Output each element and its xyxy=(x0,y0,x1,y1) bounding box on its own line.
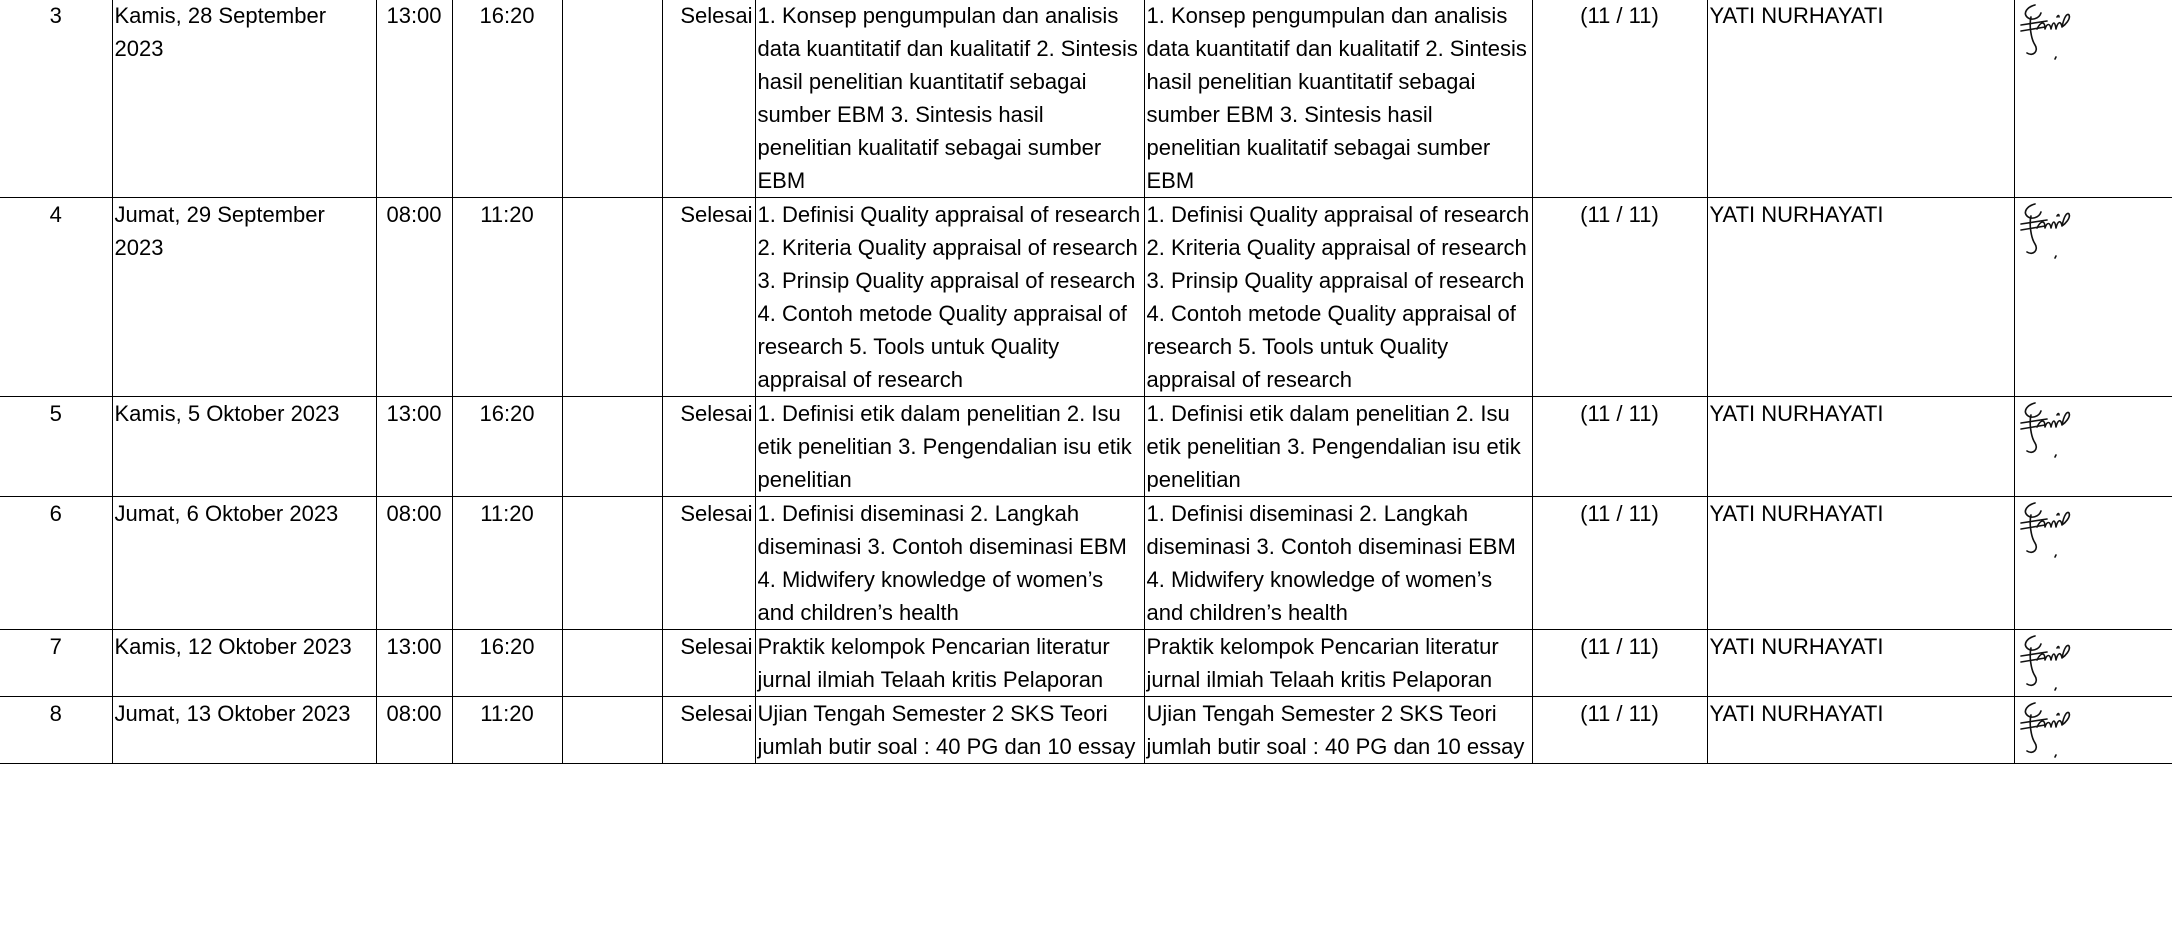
signature-cell xyxy=(2014,497,2172,630)
delivered-material: 1. Definisi diseminasi 2. Langkah diseminasi 3. Contoh diseminasi EBM 4. Midwifery knowledge of women’s and children’s health xyxy=(1144,497,1532,630)
row-number: 6 xyxy=(0,497,112,630)
planned-material: 1. Definisi Quality appraisal of research 2. Kriteria Quality appraisal of research 3. Prinsip Quality appraisal of research 4. Contoh metode Quality appraisal of research 5. Tools untuk Quality appraisal of research xyxy=(755,198,1144,397)
status-label: Selesai xyxy=(662,497,755,630)
meeting-date: Kamis, 5 Oktober 2023 xyxy=(112,397,376,497)
meeting-date: Kamis, 12 Oktober 2023 xyxy=(112,630,376,697)
delivered-material: Ujian Tengah Semester 2 SKS Teori jumlah butir soal : 40 PG dan 10 essay xyxy=(1144,697,1532,764)
delivered-material: 1. Definisi Quality appraisal of research 2. Kriteria Quality appraisal of research 3. Prinsip Quality appraisal of research 4. Contoh metode Quality appraisal of research 5. Tools untuk Quality appraisal of research xyxy=(1144,198,1532,397)
room-cell xyxy=(562,397,662,497)
end-time: 11:20 xyxy=(452,697,562,764)
row-number: 8 xyxy=(0,697,112,764)
table-row xyxy=(0,630,2172,697)
start-time: 13:00 xyxy=(376,397,452,497)
signature-cell xyxy=(2014,397,2172,497)
signature-icon xyxy=(2017,198,2073,260)
lecturer-name: YATI NURHAYATI xyxy=(1707,497,2014,630)
start-time: 08:00 xyxy=(376,198,452,397)
attendance-count: (11 / 11) xyxy=(1532,630,1707,697)
lecturer-name: YATI NURHAYATI xyxy=(1707,198,2014,397)
end-time: 16:20 xyxy=(452,397,562,497)
table-row xyxy=(0,497,2172,630)
status-label: Selesai xyxy=(662,0,755,198)
attendance-count: (11 / 11) xyxy=(1532,697,1707,764)
row-number: 4 xyxy=(0,198,112,397)
planned-material: 1. Definisi etik dalam penelitian 2. Isu etik penelitian 3. Pengendalian isu etik penelitian xyxy=(755,397,1144,497)
start-time: 08:00 xyxy=(376,697,452,764)
table-row xyxy=(0,198,2172,397)
planned-material: 1. Konsep pengumpulan dan analisis data kuantitatif dan kualitatif 2. Sintesis hasil penelitian kuantitatif sebagai sumber EBM 3. Sintesis hasil penelitian kualitatif sebagai sumber EBM xyxy=(755,0,1144,198)
room-cell xyxy=(562,630,662,697)
start-time: 08:00 xyxy=(376,497,452,630)
signature-icon xyxy=(2017,397,2073,459)
status-label: Selesai xyxy=(662,397,755,497)
room-cell xyxy=(562,0,662,198)
attendance-count: (11 / 11) xyxy=(1532,0,1707,198)
meeting-date: Kamis, 28 September 2023 xyxy=(112,0,376,198)
room-cell xyxy=(562,497,662,630)
signature-icon xyxy=(2017,0,2073,61)
attendance-count: (11 / 11) xyxy=(1532,497,1707,630)
lecturer-name: YATI NURHAYATI xyxy=(1707,0,2014,198)
delivered-material: 1. Konsep pengumpulan dan analisis data kuantitatif dan kualitatif 2. Sintesis hasil penelitian kuantitatif sebagai sumber EBM 3. Sintesis hasil penelitian kualitatif sebagai sumber EBM xyxy=(1144,0,1532,198)
delivered-material: Praktik kelompok Pencarian literatur jurnal ilmiah Telaah kritis Pelaporan xyxy=(1144,630,1532,697)
signature-cell xyxy=(2014,198,2172,397)
table-row xyxy=(0,397,2172,497)
room-cell xyxy=(562,198,662,397)
signature-icon xyxy=(2017,630,2073,692)
signature-cell xyxy=(2014,0,2172,198)
lecturer-name: YATI NURHAYATI xyxy=(1707,630,2014,697)
lecturer-name: YATI NURHAYATI xyxy=(1707,697,2014,764)
table-row xyxy=(0,697,2172,764)
status-label: Selesai xyxy=(662,198,755,397)
planned-material: Praktik kelompok Pencarian literatur jurnal ilmiah Telaah kritis Pelaporan xyxy=(755,630,1144,697)
delivered-material: 1. Definisi etik dalam penelitian 2. Isu etik penelitian 3. Pengendalian isu etik penelitian xyxy=(1144,397,1532,497)
row-number: 5 xyxy=(0,397,112,497)
row-number: 7 xyxy=(0,630,112,697)
meeting-date: Jumat, 6 Oktober 2023 xyxy=(112,497,376,630)
meeting-date: Jumat, 13 Oktober 2023 xyxy=(112,697,376,764)
planned-material: 1. Definisi diseminasi 2. Langkah diseminasi 3. Contoh diseminasi EBM 4. Midwifery knowledge of women’s and children’s health xyxy=(755,497,1144,630)
end-time: 11:20 xyxy=(452,198,562,397)
end-time: 16:20 xyxy=(452,0,562,198)
start-time: 13:00 xyxy=(376,0,452,198)
planned-material: Ujian Tengah Semester 2 SKS Teori jumlah butir soal : 40 PG dan 10 essay xyxy=(755,697,1144,764)
attendance-count: (11 / 11) xyxy=(1532,198,1707,397)
end-time: 16:20 xyxy=(452,630,562,697)
attendance-count: (11 / 11) xyxy=(1532,397,1707,497)
signature-icon xyxy=(2017,697,2073,759)
signature-icon xyxy=(2017,497,2073,559)
start-time: 13:00 xyxy=(376,630,452,697)
row-number: 3 xyxy=(0,0,112,198)
signature-cell xyxy=(2014,630,2172,697)
meeting-date: Jumat, 29 September 2023 xyxy=(112,198,376,397)
end-time: 11:20 xyxy=(452,497,562,630)
status-label: Selesai xyxy=(662,697,755,764)
table-row xyxy=(0,0,2172,198)
signature-cell xyxy=(2014,697,2172,764)
room-cell xyxy=(562,697,662,764)
lecturer-name: YATI NURHAYATI xyxy=(1707,397,2014,497)
status-label: Selesai xyxy=(662,630,755,697)
